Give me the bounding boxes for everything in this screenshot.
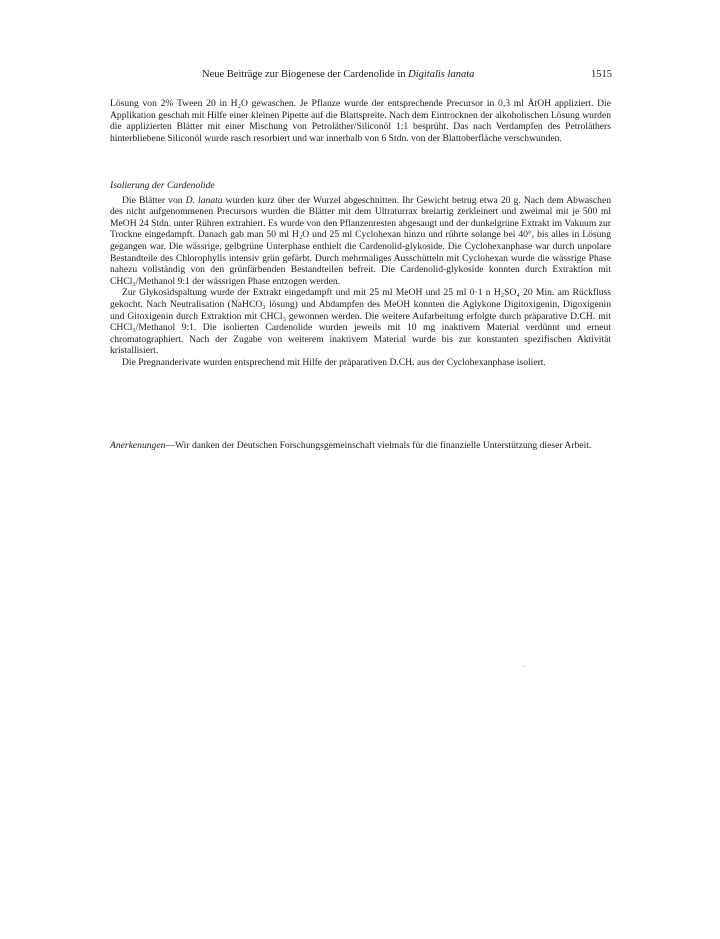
intro-paragraph: Lösung von 2% Tween 20 in H₂O gewaschen. Je Pflanze wurde der entsprechende Precursor in 0,3 ml ÄtOH appliziert. Die Applikation geschah mit Hilfe einer kleinen Pipette auf die Blattspreite. Nach dem Eintrocknen der alkoholischen Lösung wurden die applizierten Blätter mit einer Mischung von Petroläther/Siliconöl 1:1 besprüht. Das nach Verdampfen des Petroläthers hinterbliebene Siliconöl wurde rasch resorbiert und war innerhalb von 6 Stdn. von der Blattoberfläche verschwunden.: [110, 98, 611, 144]
page-number: 1515: [591, 69, 612, 80]
isolation-paragraph-1: [110, 195, 611, 288]
isolation-section: [110, 180, 611, 369]
isolation-paragraph-2: Zur Glykosidspaltung wurde der Extrakt eingedampft und mit 25 ml MeOH und 25 ml 0·1 n H₂SO₄ 20 Min. am Rückfluss gekocht. Nach Neutralisation (NaHCO₃ lösung) und Abdampfen des MeOH konnten die Aglykone Digitoxigenin, Digoxigenin und Gitoxigenin durch Extraktion mit CHCl₃ gewonnen werden. Die weitere Aufarbeitung erfolgte durch präparative D.CH. mit CHCl₃/Methanol 9:1. Die isolierten Cardenolide wurden jeweils mit 10 mg inaktivem Material verdünnt und erneut chromatographiert. Nach der Zugabe von weiterem inaktivem Material wurde bis zur konstanten spezifischen Aktivität kristallisiert.: [110, 287, 611, 357]
running-title-species: Digitalis lanata: [408, 69, 475, 80]
section-heading: Isolierung der Cardenolide: [110, 180, 215, 191]
page-header: [0, 69, 720, 85]
acknowledgement-block: [110, 440, 611, 452]
acknowledgement-label: Anerkenungen: [110, 440, 166, 451]
running-title-text: Neue Beiträge zur Biogenese der Cardenolide in: [202, 69, 409, 80]
acknowledgement-text: Wir danken der Deutschen Forschungsgemeinschaft vielmals für die finanzielle Unterstützung dieser Arbeit.: [175, 440, 592, 451]
species-name: D. lanata: [185, 194, 223, 206]
paragraph-body: wurden kurz über der Wurzel abgeschnitten. Ihr Gewicht betrug etwa 20 g. Nach dem Abwaschen des nicht aufgenommenen Precursors wurden die Blätter mit dem Ultraturrax breiartig zerkleinert und zweimal mit je 500 ml MeOH 24 Stdn. unter Rühren extrahiert. Es wurde von den Pflanzenresten abgesaugt und der dunkelgrüne Extrakt im Vakuum zur Trockne eingedampft. Danach gab man 50 ml H₂O und 25 ml Cyclohexan hinzu und rührte solange bei 40°, bis alles in Lösung gegangen war. Die wässrige, gelbgrüne Unterphase enthielt die Cardenolid-glykoside. Die Cyclohexanphase war durch unpolare Bestandteile des Chlorophylls intensiv grün gefärbt. Durch mehrmaliges Ausschütteln mit Cyclohexan wurde die wässrige Phase nahezu vollständig von den grünfärbenden Bestandteilen befreit. Die Cardenolid-glykoside konnten durch Extraktion mit CHCl₃/Methanol 9:1 der wässrigen Phase entzogen werden.: [110, 194, 612, 287]
acknowledgement-separator: —: [165, 440, 176, 451]
paragraph-lead: Die Blätter von: [122, 194, 186, 206]
isolation-paragraph-3: Die Pregnanderivate wurden entsprechend mit Hilfe der präparativen D.CH. aus der Cyclohexanphase isoliert.: [122, 356, 546, 368]
running-title: [202, 69, 474, 80]
acknowledgement-paragraph: [110, 440, 611, 452]
scan-speck: [523, 666, 524, 667]
intro-block: [110, 98, 611, 144]
